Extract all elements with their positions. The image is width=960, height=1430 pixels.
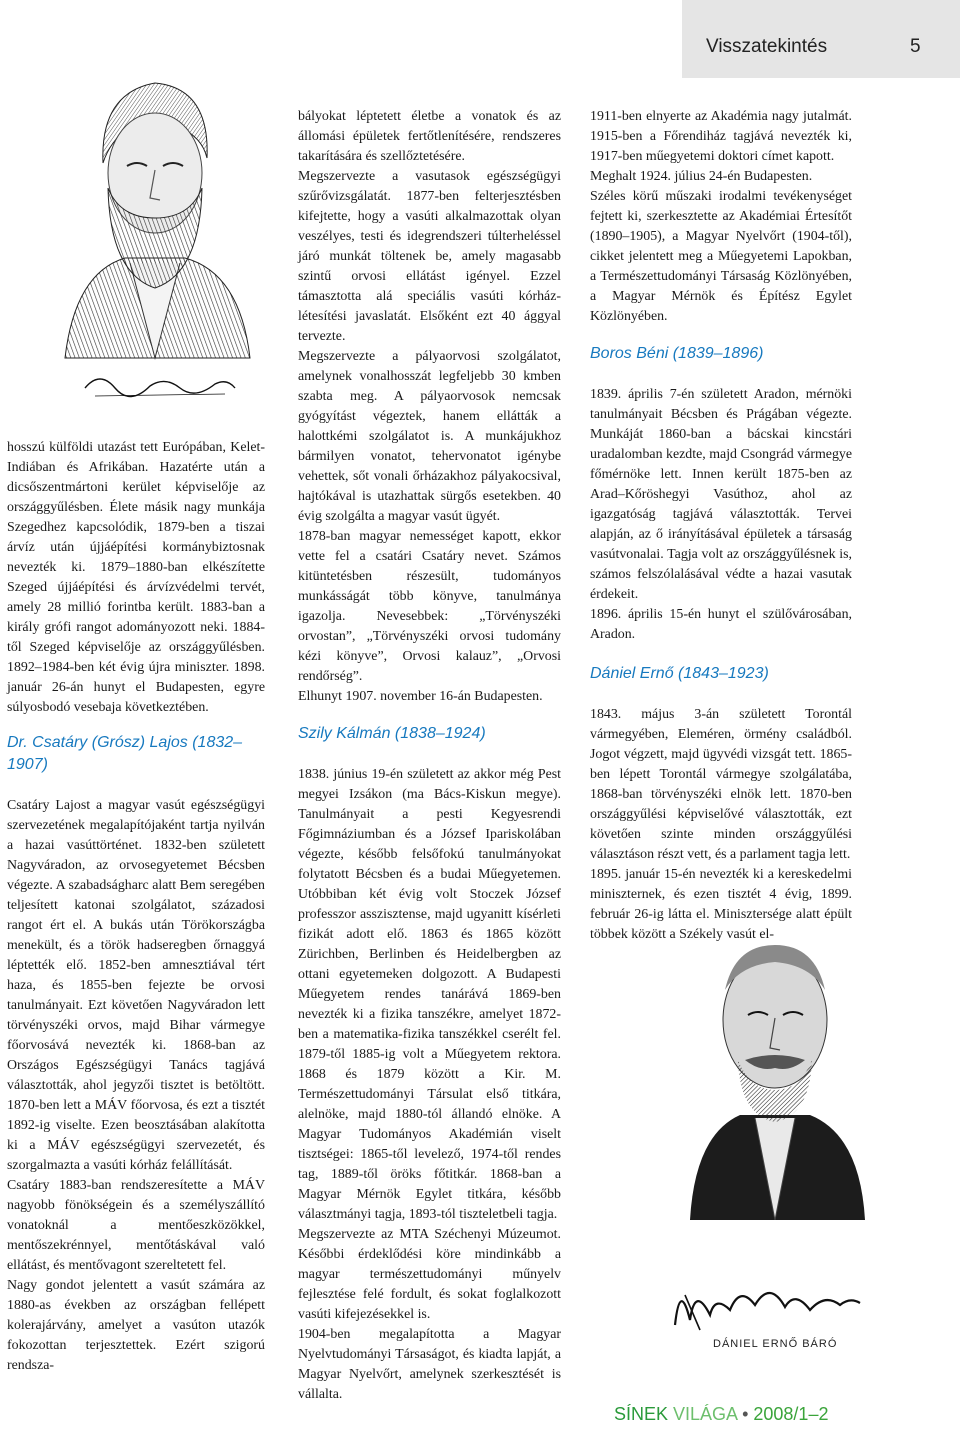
section-heading-daniel: Dániel Ernő (1843–1923)	[590, 665, 769, 682]
footer-bullet: •	[737, 1404, 754, 1424]
paragraph: 1878-ban magyar nemességet kapott, ekkor vette fel a csatári Csatáry nevet. Számos kitüntetésben részesült, tudományos munkásságát több könyve, tanulmánya igazolja. Nevesebbek: „Törvényszéki orvostan”, „Törvényszéki orvosi tudomány kézi könyve”, Orvosi kalauz”, „Orvosi rendőrség”.	[298, 529, 561, 684]
paragraph: Megszervezte az MTA Széchenyi Múzeumot. Későbbi érdeklődési köre mindinkább a magyar természettudományi műnyelv fejlesztése felé fordult, és sokat foglalkozott vasúti kifejezésekkel is.	[298, 1227, 561, 1322]
section-heading-szily: Szily Kálmán (1838–1924)	[298, 725, 486, 742]
portrait-daniel	[680, 900, 870, 1220]
paragraph: Nagy gondot jelentett a vasút számára az 1880-as években az országban fellépett kolerajárvány, amelyet a vasúton utazók fokozottan terjesztettek. Ezért szigorú rendsza-	[7, 1278, 265, 1373]
paragraph: hosszú külföldi utazást tett Európában, Kelet-Indiában és Afrikában. Hazatérte után a dicsőszentmártoni kerület képviselője az országgyűlésben. Élete másik nagy munkája Szegedhez kapcsolódik, 1879-ben a tiszai árvíz után újjáépítési kormánybiztosnak nevezték ki. 1879–1880-ban elkészítette Szeged újjáépítési és árvízvédelmi tervét, amely 28 millió forintba került. 1883-ban a király grófi rangot adományozott neki. 1884-től Szeged képviselője az országgyűlésben. 1892–1984-ben két évig újra miniszter. 1898. január 26-án hunyt el Budapesten, egyre súlyosbodó vesebaja következtében.	[7, 440, 265, 715]
paragraph: Megszervezte a vasutasok egészségügyi szűrővizsgálatát. 1877-ben felterjesztésben kifejtette, hogy a vasúti alkalmazottak olyan veszélyes, testi és idegrendszeri túlterheléssel járó munkát töltenek be, amely magasabb szintű orvosi ellátást igényel. Ezzel támasztotta alá speciális vasúti kórház-létesítési javaslatát. Elsőként ezt 40 ággyal tervezte.	[298, 169, 561, 344]
section-heading-csatary: Dr. Csatáry (Grósz) Lajos (1832–1907)	[7, 734, 243, 773]
paragraph: 1911-ben elnyerte az Akadémia nagy jutalmát. 1915-ben a Főrendiház tagjává nevezték ki, 1917-ben műegyetemi doktori címet kapott.	[590, 109, 852, 164]
paragraph: Csatáry Lajost a magyar vasút egészségügyi szervezetének megalapítójaként tartja nyilván a hazai vasúttörténet. 1832-ben született Nagyváradon, az orvosegyetemet Bécsben végezte. A szabadságharc alatt Bem seregében teljesített katonai szolgálatot, századosi rangot ért el. A bukás után Törökországba menekült, és a török hadseregben őrnaggyá léptették elő. 1852-ben amnesztiával tért haza, és 1855-ben fejezte be orvosi tanulmányait. Ezt követően Nagyváradon lett törvényszéki orvos, majd Bihar vármegye főorvosává nevezték ki. 1868-ban az Országos Egészségügyi Tanács tagjává választották, ahol jegyzői tisztet is betöltött. 1870-ben lett a MÁV főorvosa, és ezt a tisztét 1892-ig viselte. Ezen beosztásában alakította ki a MÁV egészségügyi szervezetét, és szorgalmazta a vasúti kórház felállítását.	[7, 798, 265, 1173]
footer-issue: 2008/1–2	[753, 1404, 829, 1424]
paragraph: Megszervezte a pályaorvosi szolgálatot, amelynek vonalhosszát legfeljebb 30 kmben szabta meg. A pályaorvosok nemcsak gyógyítást végeztek, hanem ellátták a halottkémi szolgálatot is. A munkájukhoz bármilyen vonatot, tehervonatot igénybe vehettek, sőt vonali őrházakhoz pályakocsival, hajtókával is utazhattak sürgős esetekben. 40 évig szolgálta a magyar vasút ügyét.	[298, 349, 561, 524]
paragraph: Elhunyt 1907. november 16-án Budapesten.	[298, 689, 543, 704]
paragraph: 1839. április 7-én született Aradon, mérnöki tanulmányait Bécsben és Prágában végezte. Munkáját 1860-ban a bácskai kincstári uradalomban kezdte, majd Csongrád vármegye főmérnöke lett. Innen került 1875-ben az Arad–Kőröshegyi Vasúthoz, ahol az igazgatóság tagjává választották. Tervei alapján, az ő irányításával épületek a társaság vasútvonalai. Tagja volt az országgyűlésnek is, számos felszólalásával védte a hazai vasutak érdekeit.	[590, 387, 852, 602]
footer-brand-sinek: SÍNEK	[614, 1404, 669, 1424]
column-3	[590, 107, 852, 945]
paragraph: Széles körű műszaki irodalmi tevékenységet fejtett ki, szerkesztette az Akadémiai Értesítőt (1890–1905), a Magyar Nyelvőrt (1904-től), cikket jelentett meg a Műegyetemi Lapokban, a Természettudományi Társaság Közlönyében, a Magyar Mérnök és Építész Egylet Közlönyében.	[590, 189, 852, 324]
portrait-csatary	[55, 58, 255, 428]
paragraph: 1895. január 15-én nevezték ki a kereskedelmi miniszternek, és ezen tisztét 4 évig, 1899. február 26-ig látta el. Minisztersége alatt épült többek között a Székely vasút el-	[590, 867, 852, 942]
footer-brand-vilaga: VILÁGA	[668, 1404, 738, 1424]
section-heading-boros: Boros Béni (1839–1896)	[590, 345, 764, 362]
daniel-signature	[655, 1265, 875, 1355]
paragraph: Meghalt 1924. július 24-én Budapesten.	[590, 169, 813, 184]
paragraph: 1838. június 19-én született az akkor még Pest megyei Izsákon (ma Bács-Kiskun megye). Tanulmányait a pesti Kegyesrendi Főgimnáziumban és a József Ipariskolában végezte, később felsőfokú tanulmányokat folytatott Bécsben és a budai Műegyetemen. Utóbbiban két évig volt Stoczek József professzor asszisztense, majd ugyanitt kísérleti fizikát adott elő. 1863 és 1865 között Zürichben, Berlinben és Heidelbergben az ottani egyetemeken dolgozott. A Budapesti Műegyetem rendes tanárává 1869-ben nevezték ki a fizika tanszékre, amelyet 1872-ben a matematika-fizika tanszékkel cserélt fel. 1879-től 1885-ig volt a Műegyetem rektora. 1868 és 1879 között a Kir. M. Természettudományi Társulat első titkára, alelnöke, majd 1880-tól állandó elnöke. A Magyar Tudományos Akadémián viselt tisztségei: 1865-től levelező, 1974-től rendes tag, 1889-től öröks főtitkár. 1868-ban a Magyar Mérnök Egylet titkára, később választmányi tagja, 1893-tól tiszteletbeli tagja.	[298, 767, 561, 1222]
daniel-caption: DÁNIEL ERNŐ BÁRÓ	[713, 1338, 838, 1350]
paragraph: Csatáry 1883-ban rendszeresítette a MÁV nagyobb fönökségein és a személyszállító vonatoknál a mentőeszközökkel, mentőszekrénnyel, mentőtáskával való ellátást, és mentővagont szereltetett fel.	[7, 1178, 265, 1273]
column-2	[298, 107, 561, 1405]
paragraph: 1843. május 3-án született Torontál vármegyében, Eleméren, örmény családból. Jogot végzett, majd ügyvédi vizsgát tett. 1865-ben lépett Torontál vármegye szolgálatába, 1868-ban törvényszéki elnök lett. 1870-ben országgyűlési képviselővé választották, ezt követően szinte minden országgyűlési választáson részt vett, és a parlament tagja lett.	[590, 707, 852, 862]
paragraph: bályokat léptetett életbe a vonatok és az állomási épületek fertőtlenítésére, rendszeres takarítására és szellőztetésére.	[298, 109, 561, 164]
column-1	[7, 438, 265, 1376]
footer-masthead	[614, 1404, 828, 1425]
paragraph: 1896. április 15-én hunyt el szülővárosában, Aradon.	[590, 607, 852, 642]
paragraph: 1904-ben megalapította a Magyar Nyelvtudományi Társaságot, és kiadta lapját, a Magyar Nyelvőrt, amelynek szerkesztését is vállalta.	[298, 1327, 561, 1402]
page-number: 5	[910, 36, 921, 57]
section-title: Visszatekintés	[706, 36, 828, 57]
